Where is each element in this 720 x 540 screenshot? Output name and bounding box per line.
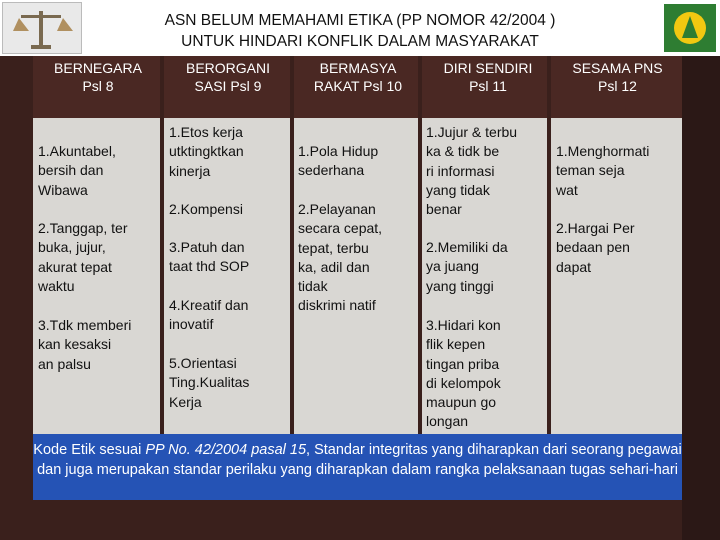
header-bernegara: BERNEGARA Psl 8 bbox=[54, 60, 142, 94]
list-item: 3.Patuh dan taat thd SOP bbox=[169, 239, 250, 275]
list-item: 1.Akuntabel, bersih dan Wibawa bbox=[38, 143, 116, 198]
column-bernegara bbox=[38, 118, 156, 434]
list-item: 2.Tanggap, ter buka, jujur, akurat tepat waktu bbox=[38, 220, 128, 294]
column-divider bbox=[418, 56, 422, 434]
list-item: 2.Kompensi bbox=[169, 201, 243, 217]
title-line-2: UNTUK HINDARI KONFLIK DALAM MASYARAKAT bbox=[181, 33, 539, 50]
header-bermasyarakat: BERMASYA RAKAT Psl 10 bbox=[313, 60, 403, 94]
column-divider bbox=[160, 56, 164, 434]
justice-scale-logo bbox=[2, 2, 82, 54]
column-bermasyarakat bbox=[298, 118, 416, 434]
header-diri-sendiri: DIRI SENDIRI Psl 11 bbox=[443, 60, 533, 94]
list-item: 2.Pelayanan secara cepat, tepat, terbu ka, adil dan tidak diskrimi natif bbox=[298, 201, 383, 314]
list-item: 1.Pola Hidup sederhana bbox=[298, 143, 379, 179]
column-berorganisasi bbox=[169, 118, 287, 434]
column-divider bbox=[290, 56, 294, 434]
pu-logo bbox=[664, 4, 716, 52]
list-item: 1.Menghormati teman seja wat bbox=[556, 143, 650, 198]
column-diri-sendiri bbox=[426, 118, 544, 434]
footer-text-suffix: , Standar integritas yang diharapkan dari seorang pegawai dan juga merupakan standar perilaku yang diharapkan dalam rangka pelaksanaan tugas sehari-hari bbox=[37, 442, 682, 478]
list-item: 2.Memiliki da ya juang yang tinggi bbox=[426, 239, 508, 294]
list-item: 1.Etos kerja utktingktkan kinerja bbox=[169, 124, 244, 179]
side-strip bbox=[682, 56, 720, 540]
column-sesama-pns bbox=[556, 118, 678, 434]
list-item: 2.Hargai Per bedaan pen dapat bbox=[556, 220, 635, 275]
list-item: 4.Kreatif dan inovatif bbox=[169, 297, 249, 333]
column-divider bbox=[547, 56, 551, 434]
header-sesama-pns: SESAMA PNS Psl 12 bbox=[572, 60, 663, 94]
header-row bbox=[33, 56, 682, 118]
footer-note bbox=[33, 434, 682, 500]
title-line-1: ASN BELUM MEMAHAMI ETIKA (PP NOMOR 42/2004 ) bbox=[164, 12, 556, 29]
list-item: 3.Tdk memberi kan kesaksi an palsu bbox=[38, 317, 132, 372]
header-berorganisasi: BERORGANI SASI Psl 9 bbox=[185, 60, 270, 94]
page-title bbox=[86, 10, 634, 52]
list-item: 3.Hidari kon flik kepen tingan priba di kelompok maupun go longan bbox=[426, 317, 501, 430]
footer-text-prefix: Kode Etik sesuai bbox=[33, 442, 146, 458]
list-item: 1.Jujur & terbu ka & tidk be ri informasi yang tidak benar bbox=[426, 124, 518, 218]
footer-text-italic: PP No. 42/2004 pasal 15 bbox=[145, 442, 307, 458]
list-item: 5.Orientasi Ting.Kualitas Kerja bbox=[169, 355, 250, 410]
